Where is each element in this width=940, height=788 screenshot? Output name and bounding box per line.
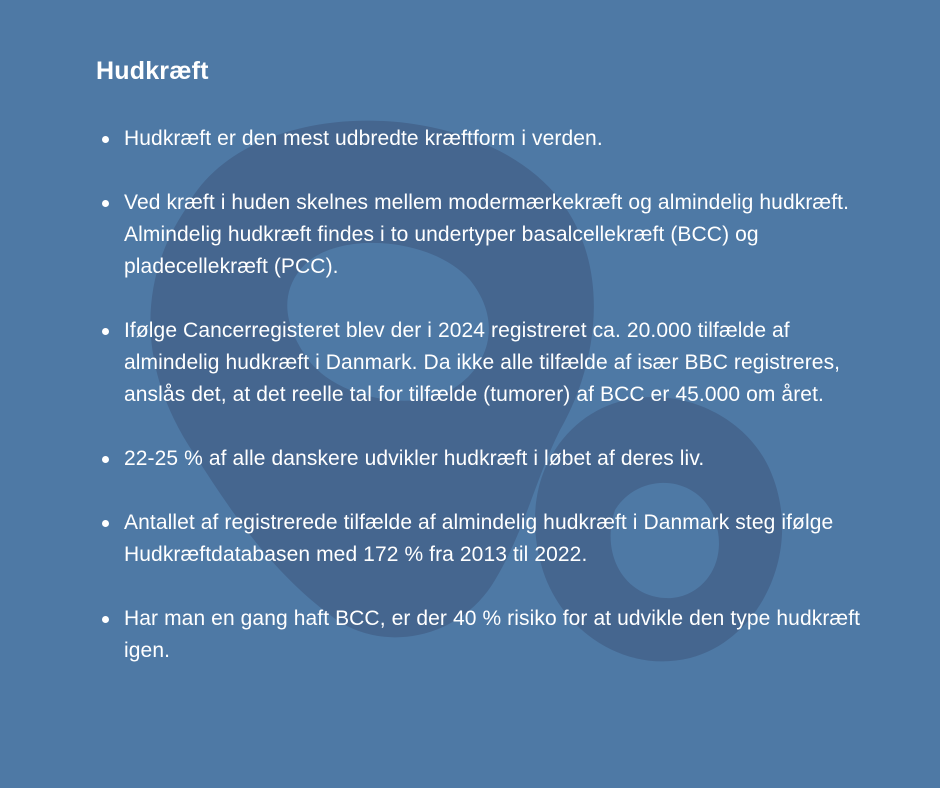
bullet-item: Ved kræft i huden skelnes mellem modermærkekræft og almindelig hudkræft. Almindelig hudkræft findes i to undertyper basalcellekræft (BCC) og pladecellekræft (PCC). bbox=[96, 187, 876, 283]
bullet-list bbox=[96, 123, 876, 667]
bullet-item: Antallet af registrerede tilfælde af almindelig hudkræft i Danmark steg ifølge Hudkræftdatabasen med 172 % fra 2013 til 2022. bbox=[96, 507, 876, 571]
article-title: Hudkræft bbox=[96, 57, 209, 85]
article-content bbox=[96, 56, 876, 667]
bullet-item: Hudkræft er den mest udbredte kræftform i verden. bbox=[96, 123, 876, 155]
bullet-item: Har man en gang haft BCC, er der 40 % risiko for at udvikle den type hudkræft igen. bbox=[96, 603, 876, 667]
bullet-item: 22-25 % af alle danskere udvikler hudkræft i løbet af deres liv. bbox=[96, 443, 876, 475]
bullet-item: Ifølge Cancerregisteret blev der i 2024 registreret ca. 20.000 tilfælde af almindelig hudkræft i Danmark. Da ikke alle tilfælde af især BBC registreres, anslås det, at det reelle tal for tilfælde (tumorer) af BCC er 45.000 om året. bbox=[96, 315, 876, 411]
